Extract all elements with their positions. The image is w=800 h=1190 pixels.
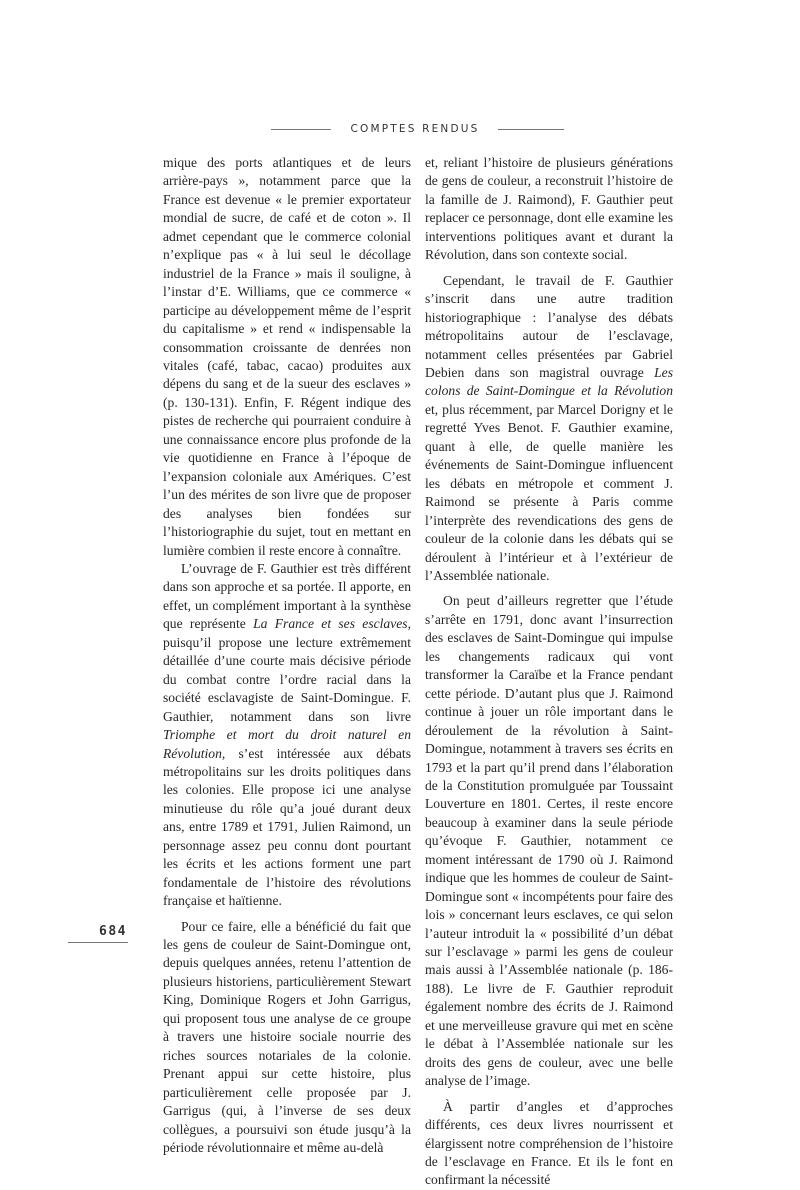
running-head-title: COMPTES RENDUS — [350, 123, 480, 135]
book-title: Les colons de Saint-Domingue et la Révolution — [425, 364, 673, 399]
book-title: La France et ses esclaves — [253, 616, 408, 632]
paragraph: On peut d’ailleurs regretter que l’étude s’arrête en 1791, donc avant l’insurrection des esclaves de Saint-Domingue qui impulse les changements radicaux qui vont transformer la Caraïbe et la France pendant cette période. D’autant plus que J. Raimond continue à jouer un rôle important dans le déroulement de la révolution à Saint-Domingue, notamment à travers ses écrits en 1793 et la part qu’il prend dans l’élaboration de la Constitution promulguée par Toussaint Louverture en 1801. Certes, il reste encore beaucoup à examiner dans la seule période qu’évoque F. Gauthier, notamment ce moment intéressant de 1790 où J. Raimond indique que les hommes de couleur de Saint-Domingue sont « incompétents pour faire des lois » concernant leurs esclaves, ce qui selon l’auteur introduit la « possibilité d’un débat sur l’esclavage » parmi les gens de couleur mais aussi à l’Assemblée nationale (p. 186-188). Le livre de F. Gauthier reproduit également nombre des écrits de J. Raimond et une merveilleuse gravure qui met en scène le débat à l’Assemblée nationale sur les droits des gens de couleur, avec une belle analyse de l’image. — [425, 593, 673, 1089]
page-number-rule — [68, 942, 128, 943]
book-title: Triomphe et mort du droit naturel en Révolution — [163, 727, 411, 761]
paragraph — [163, 560, 411, 911]
header-rule-right — [498, 129, 564, 130]
paragraph: À partir d’angles et d’approches différents, ces deux livres nourrissent et élargissent notre compréhension de l’histoire de l’esclavage en France. Et ils le font en confirmant la nécessité — [425, 1098, 673, 1188]
paragraph-text: L’ouvrage de F. Gauthier est très différent dans son approche et sa portée. Il apporte, en effet, un complément important à la synthèse que représente — [163, 560, 411, 632]
paragraph — [425, 272, 673, 586]
paragraph-text: , s’est intéressée aux débats métropolitains sur les droits politiques dans les colonies. Elle propose ici une analyse minutieuse du rôle qu’a joué durant deux ans, entre 1789 et 1791, Julien Raimond, un personnage assez peu connu dont pourtant les écrits et les actions forment une part fondamentale de l’histoire des révolutions française et haïtienne. — [163, 745, 411, 909]
paragraph-text: , puisqu’il propose une lecture extrêmement détaillée d’une courte mais décisive période du combat contre l’ordre racial dans la société esclavagiste de Saint-Domingue. F. Gauthier, notamment dans son livre — [163, 616, 411, 724]
paragraph-text: Cependant, le travail de F. Gauthier s’inscrit dans une autre tradition historiographique : l’analyse des débats métropolitains autour de l’esclavage, notamment celles présentées par Gabriel Debien dans son magistral ouvrage — [425, 272, 673, 380]
left-column — [163, 154, 411, 1157]
running-header — [0, 121, 800, 137]
paragraph: mique des ports atlantiques et de leurs arrière-pays », notamment parce que la France est devenue « le premier exportateur mondial de sucre, de café et de coton ». Il admet cependant que le commerce colonial n’explique pas « à lui seul le décollage industriel de la France » mais il souligne, à l’instar d’E. Williams, que ce commerce « participe au développement même de l’esprit du capitalisme » et rend « indispensable la consommation croissante de denrées non vitales (café, tabac, cacao) produites aux dépens du sang et de la sueur des esclaves » (p. 130-131). Enfin, F. Régent indique des pistes de recherche qui pourraient conduire à une connaissance encore plus profonde de la vie quotidienne en France à l’époque de l’expansion coloniale aux Amériques. C’est l’un des mérites de son livre que de proposer des analyses bien fondées sur l’historiographie du sujet, tout en mettant en lumière combien il reste encore à connaître. — [163, 155, 411, 558]
paragraph-text: et, plus récemment, par Marcel Dorigny et le regretté Yves Benot. F. Gauthier examine, quant à elle, de quelle manière les événements de Saint-Domingue influencent les débats en métropole et comment J. Raimond se présente à Paris comme l’interprète des revendications des gens de couleur de la colonie dans les débats qui se déroulent à l’intérieur et à l’extérieur de l’Assemblée nationale. — [425, 401, 673, 583]
header-rule-left — [271, 129, 331, 130]
right-column — [425, 154, 673, 1190]
paragraph: et, reliant l’histoire de plusieurs générations de gens de couleur, a reconstruit l’histoire de la famille de J. Raimond), F. Gauthier peut replacer ce personnage, dont elle examine les interventions politiques avant et durant la Révolution, dans son contexte social. — [425, 155, 673, 263]
paragraph: Pour ce faire, elle a bénéficié du fait que les gens de couleur de Saint-Domingue ont, depuis quelques années, retenu l’attention de plusieurs historiens, particulièrement Stewart King, Dominique Rogers et John Garrigus, qui proposent tous une analyse de ce groupe à travers une histoire sociale nourrie des riches sources notariales de la colonie. Prenant appui sur cette histoire, plus particulièrement celle proposée par J. Garrigus (qui, à l’inverse de ses deux collègues, a poursuivi son étude jusqu’à la période révolutionnaire et même au-delà — [163, 918, 411, 1156]
page-number: 684 — [99, 924, 127, 939]
